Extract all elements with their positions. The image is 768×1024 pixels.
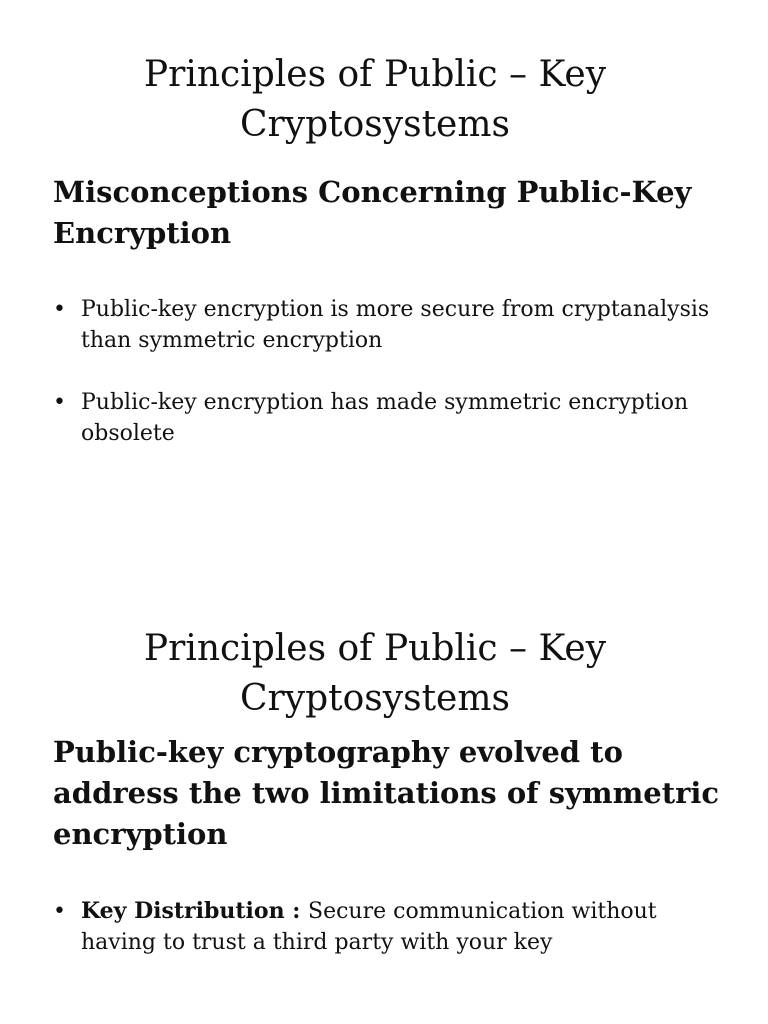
bullet-text: Public-key encryption is more secure from cryptanalysis than symmetric encryption	[81, 297, 710, 353]
bullet-icon: •	[53, 390, 66, 415]
slide-2	[0, 560, 768, 1024]
bullet-icon: •	[53, 899, 66, 924]
slide-title: Principles of Public – Key Cryptosystems	[143, 628, 607, 719]
bullet-text: Secure communication without having to trust a third party with your key	[81, 899, 657, 955]
list-item	[53, 896, 733, 958]
bullet-text: Public-key encryption has made symmetric encryption obsolete	[81, 390, 689, 446]
slide-title: Principles of Public – Key Cryptosystems	[143, 54, 607, 145]
list-item	[53, 387, 733, 449]
bullet-list	[53, 896, 733, 989]
slide-heading: Public-key cryptography evolved to address the two limitations of symmetric encryption	[53, 735, 720, 851]
bullet-list	[53, 294, 733, 480]
bullet-term: Key Distribution :	[81, 898, 309, 924]
list-item	[53, 294, 733, 356]
slide-heading: Misconceptions Concerning Public-Key Encryption	[53, 175, 692, 250]
bullet-icon: •	[53, 297, 66, 322]
